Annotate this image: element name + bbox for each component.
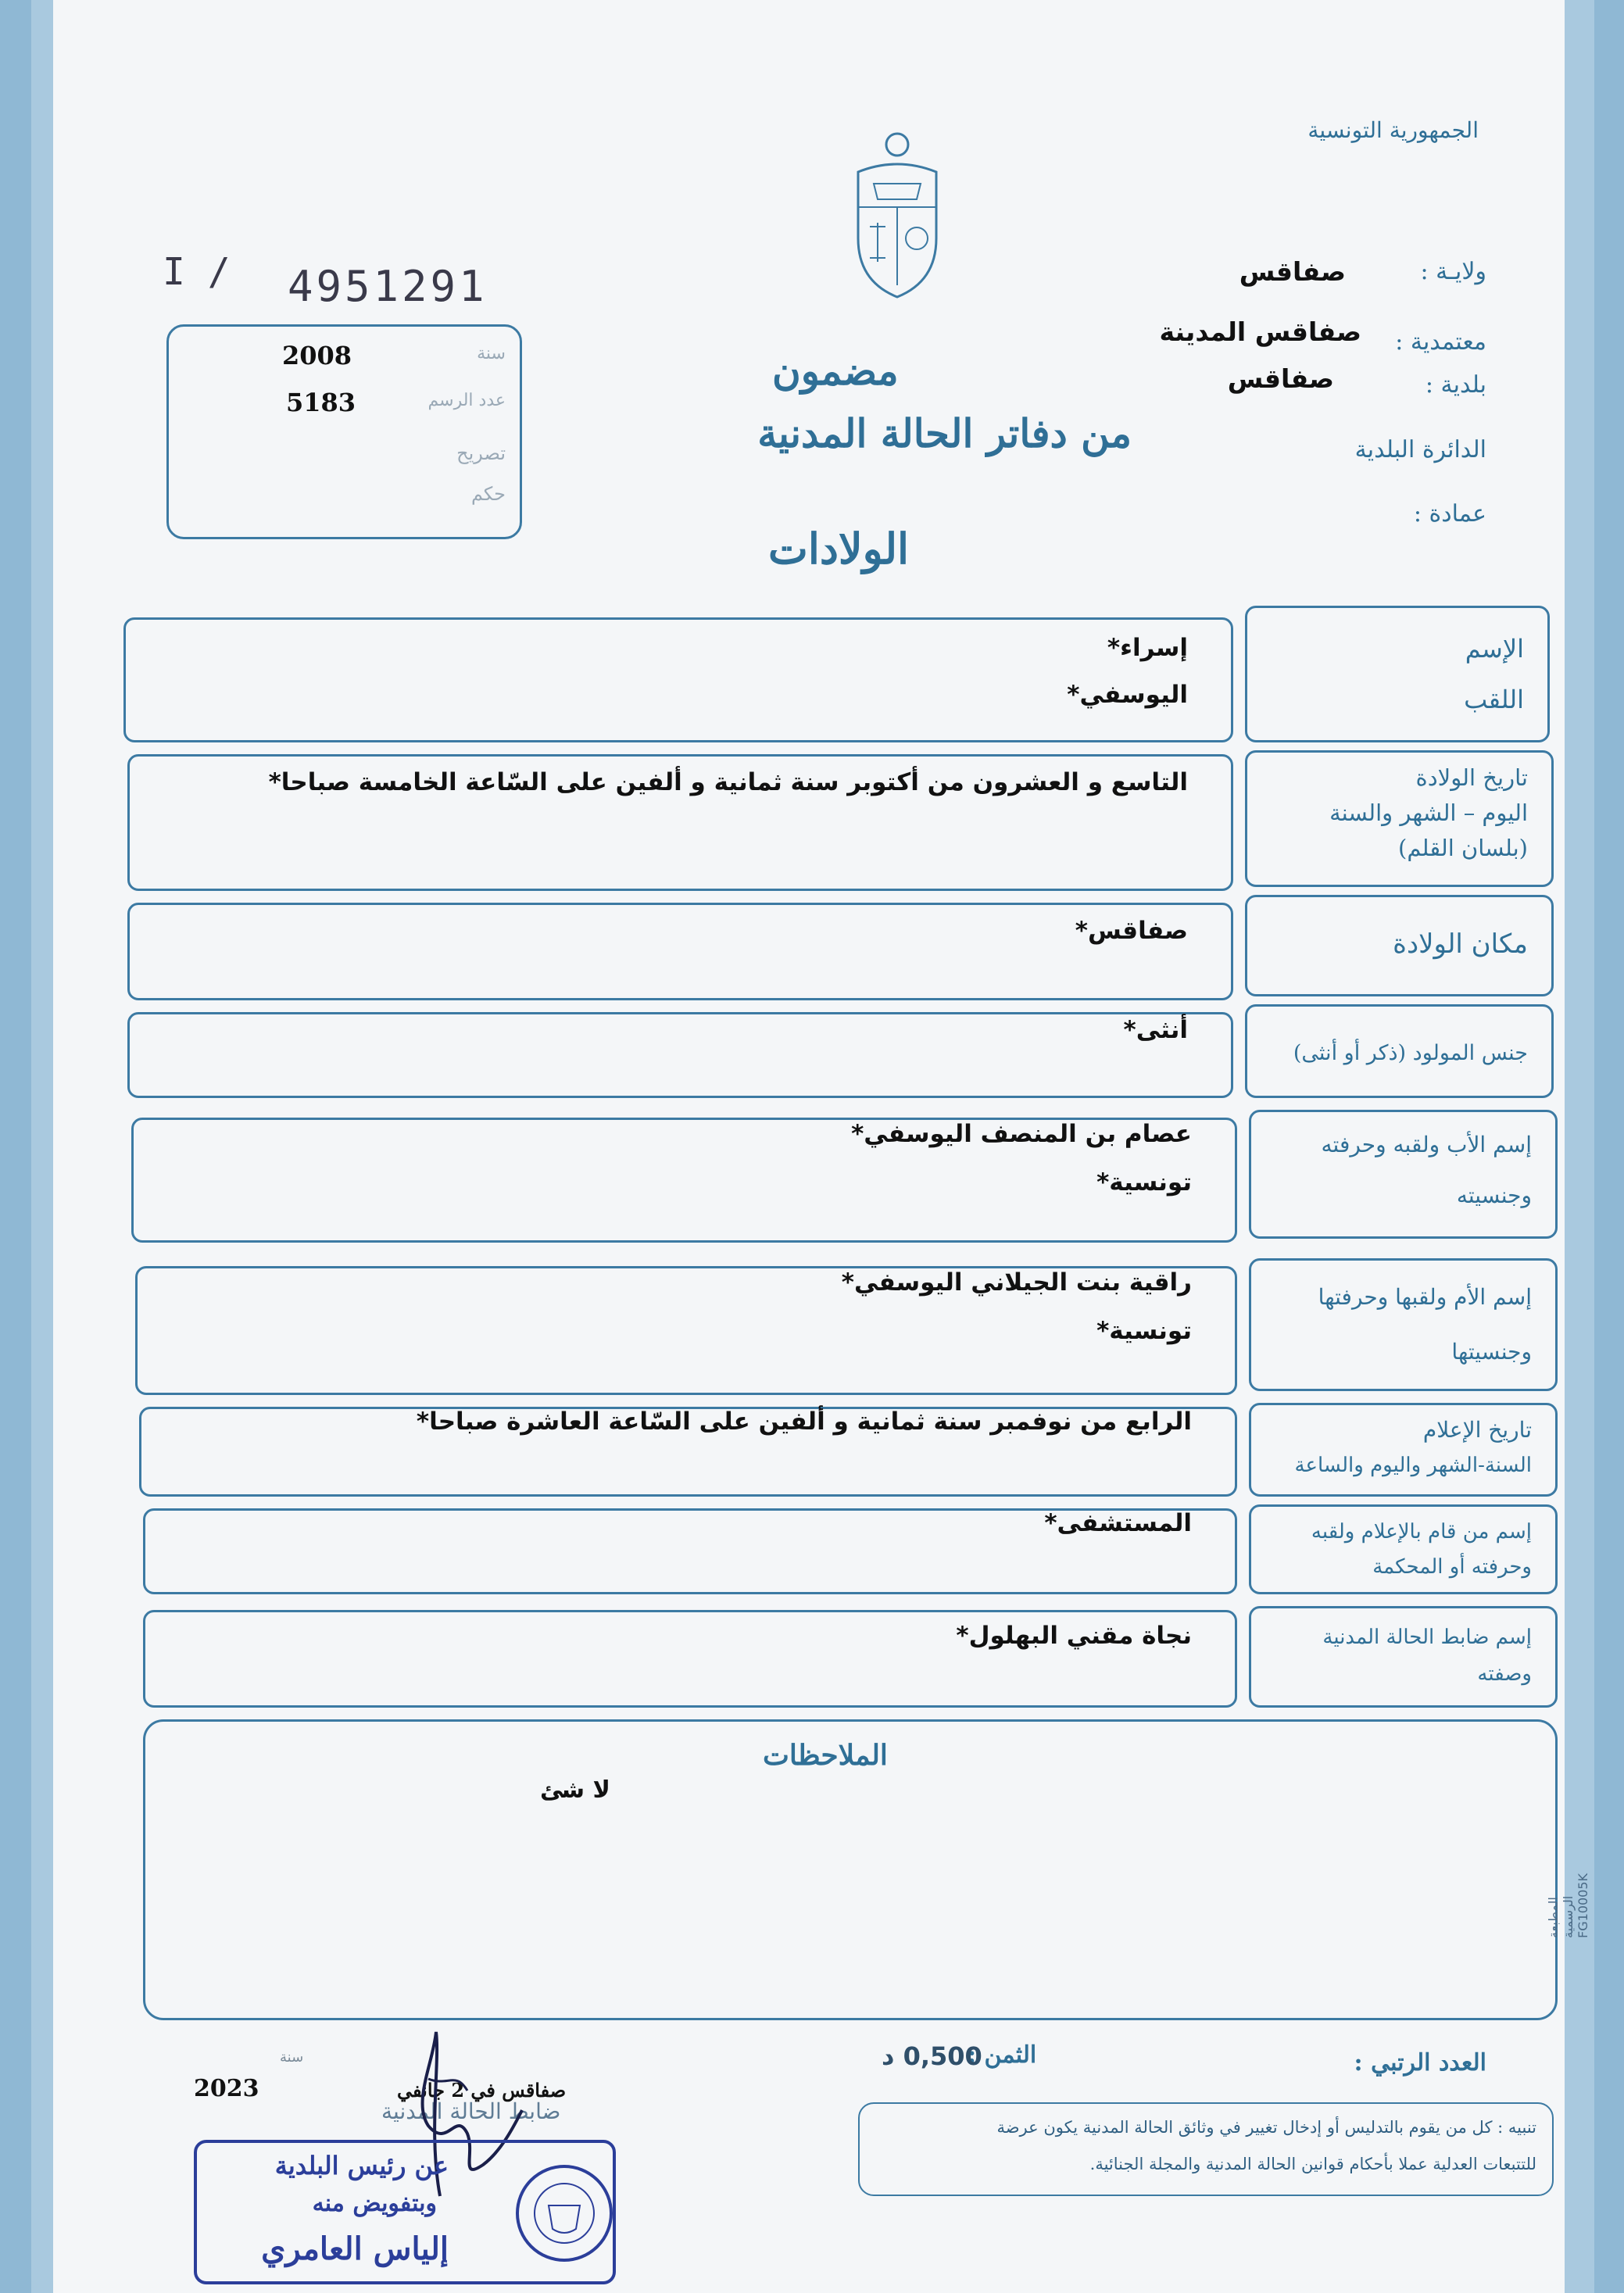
birth-date-label-3: (بلسان القلم) <box>1398 835 1528 861</box>
warning-line-1: تنبيه : كل من يقوم بالتدليس أو إدخال تغيير في وثائق الحالة المدنية يكون عرضة <box>996 2118 1536 2137</box>
price-value: 0,500 د <box>882 2041 982 2071</box>
father-label-1: إسم الأب ولقبه وحرفته <box>1321 1132 1532 1157</box>
sex-value: أنثى* <box>1123 1016 1188 1044</box>
stamp-line-3: إلياس العامري <box>261 2230 449 2267</box>
registry-judgment-label: حكم <box>470 483 506 505</box>
registry-year-value: 2008 <box>282 341 352 370</box>
municipal-stamp <box>194 2140 616 2284</box>
remarks-title: الملاحظات <box>763 1739 888 1772</box>
sex-label-box <box>1245 1004 1554 1098</box>
section-title: الولادات <box>768 524 910 574</box>
registry-number-value: 5183 <box>286 388 356 417</box>
declarant-label-box <box>1249 1504 1558 1594</box>
birth-place-label: مكان الولادة <box>1393 928 1528 960</box>
first-name-label: الإسم <box>1465 634 1524 664</box>
birth-place-label-box <box>1245 895 1554 996</box>
registry-number-label: عدد الرسم <box>427 391 506 410</box>
last-name-label: اللقب <box>1464 685 1524 714</box>
side-print: المطبعة الرسمية FG10005K <box>1546 1873 1590 1938</box>
birth-date-label-box <box>1245 750 1554 887</box>
remarks-box <box>143 1719 1558 2020</box>
sex-value-box <box>127 1012 1233 1098</box>
motamadia-label: معتمدية : <box>1395 328 1486 356</box>
mother-label-box <box>1249 1258 1558 1391</box>
birth-certificate-document <box>31 0 1594 2293</box>
price-label: الثمن : <box>968 2041 1037 2069</box>
declaration-date-value: الرابع من نوفمبر سنة ثمانية و ألفين على السّاعة العاشرة صباحا* <box>416 1408 1192 1436</box>
serial-ordinal-label: العدد الرتبي : <box>1354 2049 1486 2077</box>
sex-label: جنس المولود (ذكر أو أنثى) <box>1293 1041 1528 1065</box>
birth-place-value-box <box>127 903 1233 1000</box>
declaration-date-value-box <box>139 1407 1237 1497</box>
declarant-label-1: إسم من قام بالإعلام ولقبه <box>1311 1520 1532 1544</box>
title-line1: مضمون <box>772 348 899 394</box>
footer-year-label: سنة <box>280 2049 304 2066</box>
mother-value-box <box>135 1266 1237 1395</box>
registry-declaration-label: تصريح <box>456 442 506 464</box>
officer-label-1: إسم ضابط الحالة المدنية <box>1322 1626 1532 1649</box>
baladia-value: صفاقس <box>1227 363 1334 394</box>
father-label-box <box>1249 1110 1558 1239</box>
name-label-box <box>1245 606 1550 742</box>
officer-value: نجاة مقني البهلول* <box>956 1622 1192 1650</box>
warning-box <box>858 2102 1554 2196</box>
birth-date-value: التاسع و العشرون من أكتوبر سنة ثمانية و ألفين على السّاعة الخامسة صباحا* <box>268 768 1188 796</box>
father-name-value: عصام بن المنصف اليوسفي* <box>851 1120 1192 1148</box>
name-value-box <box>123 617 1233 742</box>
father-value-box <box>131 1118 1237 1243</box>
mother-label-2: وجنسيتها <box>1451 1339 1532 1365</box>
birth-date-label-1: تاريخ الولادة <box>1415 764 1528 791</box>
stamp-line-2: وبتفويض منه <box>312 2190 437 2217</box>
declarant-value-box <box>143 1508 1237 1594</box>
serial-number: 4951291 <box>288 262 488 311</box>
mother-nationality-value: تونسية* <box>1096 1317 1192 1345</box>
mother-name-value: راقية بنت الجيلاني اليوسفي* <box>841 1268 1192 1297</box>
first-name-value: إسراء* <box>1107 634 1188 662</box>
last-name-value: اليوسفي* <box>1067 681 1188 709</box>
baladia-label: بلدية : <box>1425 371 1486 399</box>
declarant-label-2: وحرفته أو المحكمة <box>1372 1555 1532 1579</box>
mother-label-1: إسم الأم ولقبها وحرفتها <box>1318 1284 1532 1310</box>
birth-date-label-2: اليوم – الشهر والسنة <box>1329 800 1528 826</box>
motamadia-value: صفاقس المدينة <box>1159 317 1361 347</box>
wilaya-value: صفاقس <box>1239 256 1346 287</box>
registry-year-label: سنة <box>477 344 506 363</box>
warning-line-2: للتتبعات العدلية عملا بأحكام قوانين الحالة المدنية والمجلة الجنائية. <box>1089 2155 1536 2173</box>
remarks-value: لا شئ <box>540 1776 610 1804</box>
birth-date-value-box <box>127 754 1233 891</box>
declarant-value: المستشفى* <box>1044 1509 1192 1537</box>
daira-label: الدائرة البلدية <box>1354 436 1486 463</box>
declaration-date-label-1: تاريخ الإعلام <box>1422 1417 1532 1443</box>
stamp-line-1: عن رئيس البلدية <box>274 2151 449 2180</box>
omada-label: عمادة : <box>1413 500 1486 528</box>
place-date: صفاقس في 2 جانفي <box>397 2079 567 2102</box>
officer-signature-label: ضابط الحالة المدنية <box>381 2098 561 2124</box>
father-label-2: وجنسيته <box>1456 1182 1532 1208</box>
footer-year-value: 2023 <box>194 2075 259 2102</box>
declaration-date-label-2: السنة-الشهر واليوم والساعة <box>1294 1454 1532 1477</box>
officer-value-box <box>143 1610 1237 1708</box>
republic-label: الجمهورية التونسية <box>1307 117 1479 143</box>
registry-box <box>166 324 522 539</box>
tunisia-coat-of-arms-icon <box>842 129 952 301</box>
declaration-date-label-box <box>1249 1403 1558 1497</box>
father-nationality-value: تونسية* <box>1096 1168 1192 1197</box>
serial-prefix: I / <box>163 250 231 294</box>
birth-place-value: صفاقس* <box>1075 917 1188 945</box>
title-line2: من دفاتر الحالة المدنية <box>757 410 1132 456</box>
officer-label-box <box>1249 1606 1558 1708</box>
wilaya-label: ولايـة : <box>1420 258 1486 285</box>
officer-label-2: وصفته <box>1477 1662 1532 1686</box>
round-seal-icon <box>513 2159 615 2268</box>
